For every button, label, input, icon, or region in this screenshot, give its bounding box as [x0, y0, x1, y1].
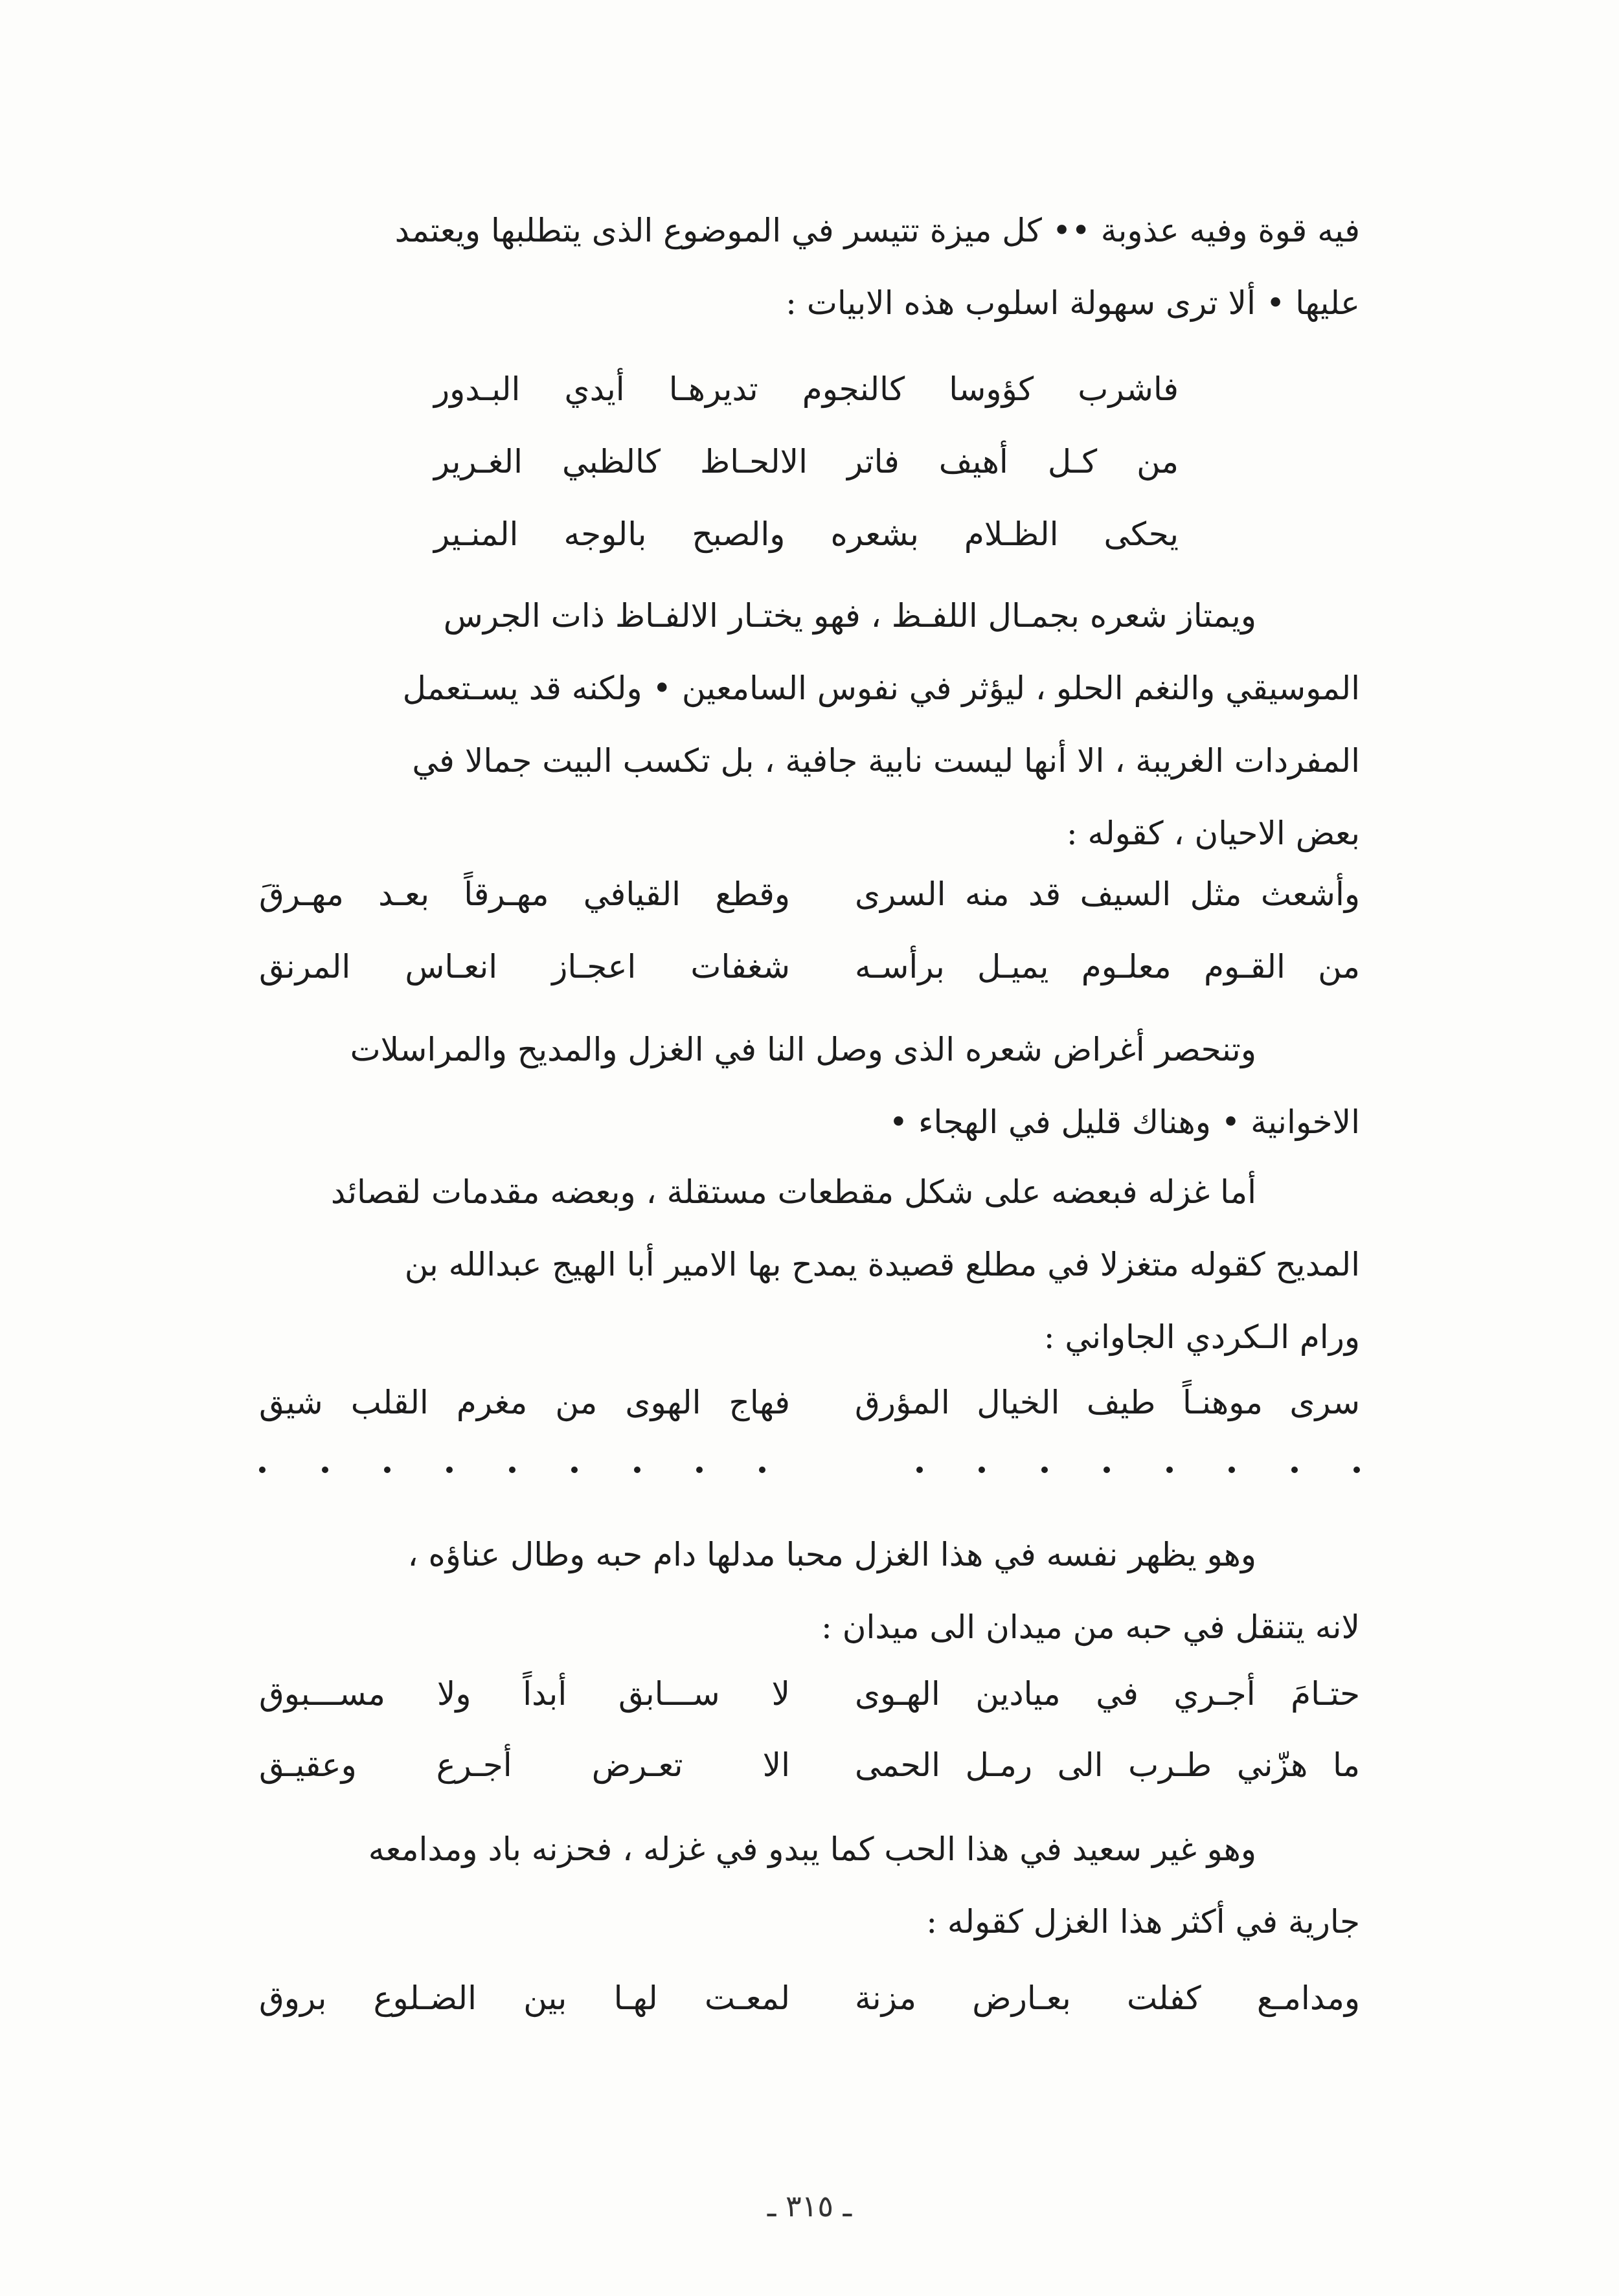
dot	[509, 1467, 515, 1473]
ellipsis-dots-row	[259, 1450, 1360, 1489]
text-line: الاخوانية • وهناك قليل في الهجاء •	[889, 1103, 1360, 1141]
dot	[1291, 1467, 1298, 1473]
dot	[322, 1467, 328, 1473]
text-line: فيه قوة وفيه عذوبة •• كل ميزة تتيسر في الموضوع الذى يتطلبها ويعتمد	[394, 212, 1360, 249]
dot	[384, 1467, 391, 1473]
dot	[1104, 1467, 1110, 1473]
dot	[571, 1467, 578, 1473]
dot	[446, 1467, 453, 1473]
poem-block-1	[434, 353, 1179, 570]
verse-line	[259, 1658, 1360, 1730]
dot	[259, 1467, 266, 1473]
text-line: الموسيقي والنغم الحلو ، ليؤثر في نفوس السامعين • ولكنه قد يسـتعمل	[402, 670, 1360, 707]
verse-line	[259, 1962, 1360, 2034]
verse-line	[259, 930, 1360, 1003]
text-line: أما غزله فبعضه على شكل مقطعات مستقلة ، وبعضه مقدمات لقصائد	[330, 1173, 1256, 1211]
verse-line	[259, 1366, 1360, 1439]
dot	[1166, 1467, 1173, 1473]
verse-first-hemistich: حتـامَ أجـري في ميادين الهـوى	[855, 1675, 1360, 1713]
verse-first-hemistich: سرى موهنـاً طيف الخيال المؤرق	[855, 1384, 1360, 1421]
verse-second-hemistich: شغفات اعجـاز انعـاس المرنق	[259, 948, 790, 985]
text-line: بعض الاحيان ، كقوله :	[1066, 815, 1360, 852]
text-line: ويمتاز شعره بجمـال اللفـظ ، فهو يختـار الالفـاظ ذات الجرس	[443, 597, 1256, 635]
verse-line	[259, 1729, 1360, 1801]
verse-first-hemistich: ومدامـع كفلت بعـارض مزنة	[855, 1979, 1360, 2017]
verse-second-hemistich: وقطع القيافي مهـرقاً بعـد مهـرقَ	[259, 875, 790, 913]
poem-line: فاشرب كؤوسا كالنجوم تديرهـا أيدي البـدور	[434, 370, 1179, 408]
paragraph-2	[259, 580, 1360, 870]
verse-second-hemistich: فهاج الهوى من مغرم القلب شيق	[259, 1384, 790, 1421]
verse-second-hemistich: الا تعـرض أجـرع وعقيـق	[259, 1746, 790, 1784]
verse-first-hemistich: من القـوم معلـوم يميـل برأسـه	[855, 948, 1360, 985]
text-line: وهو غير سعيد في هذا الحب كما يبدو في غزله ، فحزنه باد ومدامعه	[368, 1830, 1256, 1868]
verse-line	[259, 858, 1360, 930]
verse-second-hemistich: لا ســـابق أبداً ولا مســـبوق	[259, 1675, 790, 1713]
verse-second-hemistich: لمعـت لهـا بين الضـلوع بروق	[259, 1979, 790, 2017]
paragraph-5	[259, 1518, 1360, 1663]
page-number: ـ ٣١٥ ـ	[767, 2189, 852, 2223]
paragraph-3	[259, 1013, 1360, 1158]
dot	[916, 1467, 923, 1473]
verse-first-hemistich: وأشعث مثل السيف قد منه السرى	[855, 875, 1360, 913]
paragraph-6	[259, 1813, 1360, 1958]
text-line: عليها • ألا ترى سهولة اسلوب هذه الابيات :	[786, 284, 1360, 322]
dot	[696, 1467, 703, 1473]
text-line: المفردات الغريبة ، الا أنها ليست نابية جافية ، بل تكسب البيت جمالا في	[412, 742, 1360, 780]
dot	[759, 1467, 765, 1473]
text-line: ورام الـكردي الجاواني :	[1043, 1318, 1360, 1356]
paragraph-4	[259, 1156, 1360, 1373]
poem-line: يحكى الظـلام بشعره والصبح بالوجه المنـير	[434, 515, 1179, 553]
dot	[1041, 1467, 1048, 1473]
text-line: المديح كقوله متغزلا في مطلع قصيدة يمدح بها الامير أبا الهيج عبدالله بن	[404, 1246, 1360, 1283]
poem-line: من كـل أهيف فاتر الالحـاظ كالظبي الغـرير	[434, 443, 1179, 480]
verse-first-hemistich: ما هزّني طـرب الى رمـل الحمى	[855, 1746, 1360, 1784]
text-line: وهو يظهر نفسه في هذا الغزل محبا مدلها دام حبه وطال عناؤه ،	[407, 1536, 1256, 1573]
text-line: وتنحصر أغراض شعره الذى وصل النا في الغزل والمديح والمراسلات	[350, 1031, 1256, 1068]
dot	[979, 1467, 985, 1473]
text-line: لانه يتنقل في حبه من ميدان الى ميدان :	[821, 1608, 1360, 1646]
dot	[1353, 1467, 1360, 1473]
dot	[1228, 1467, 1235, 1473]
text-line: جارية في أكثر هذا الغزل كقوله :	[926, 1903, 1360, 1941]
paragraph-1	[259, 194, 1360, 339]
dot	[634, 1467, 640, 1473]
